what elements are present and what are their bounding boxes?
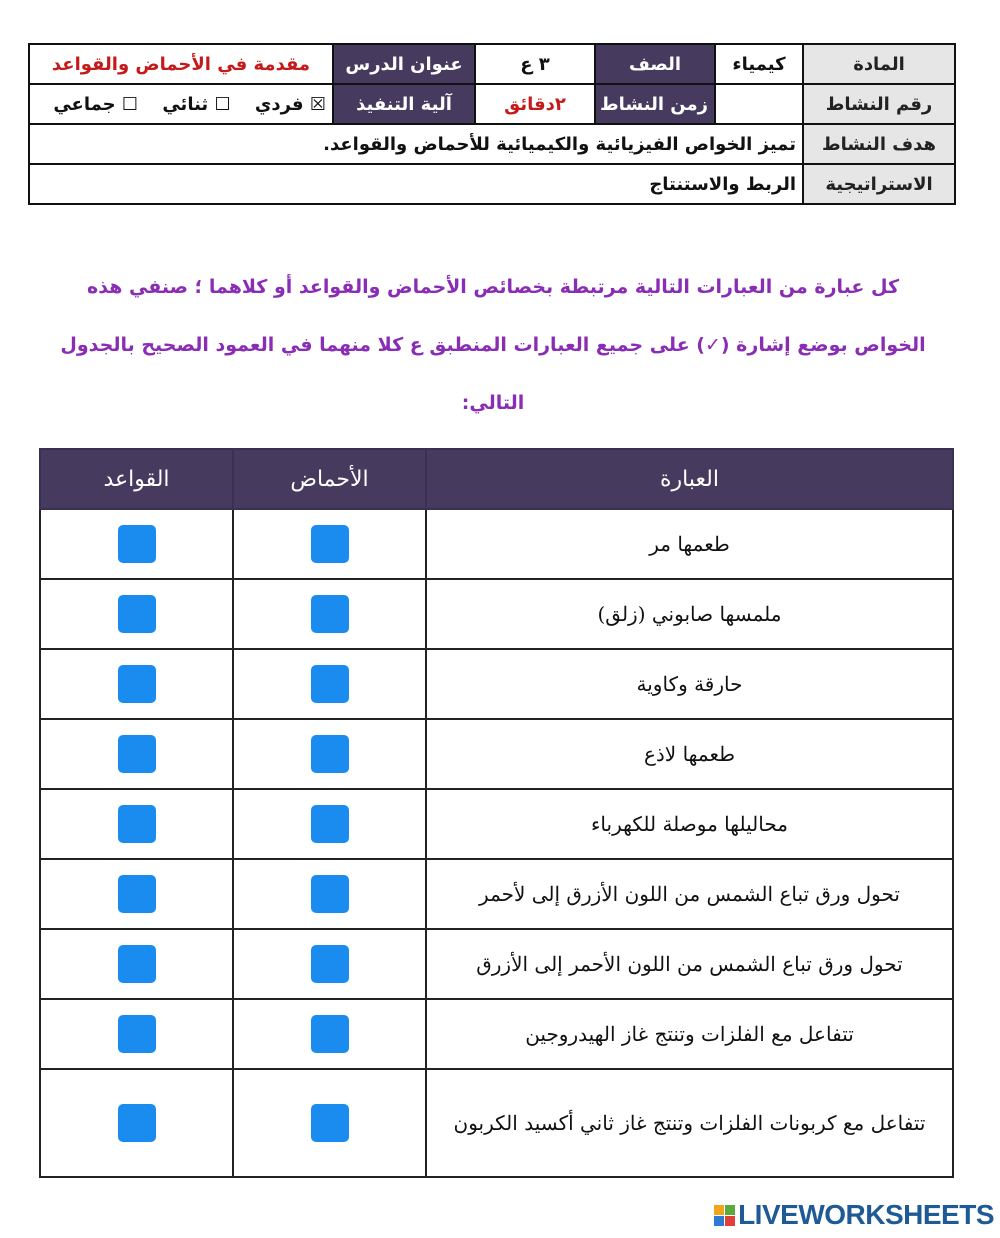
- classification-table: [39, 448, 954, 1178]
- lesson-info-table: [28, 43, 956, 205]
- acid-checkbox[interactable]: [311, 1015, 349, 1053]
- activity-time-label: زمن النشاط: [595, 84, 715, 124]
- base-checkbox[interactable]: [118, 1015, 156, 1053]
- acid-checkbox[interactable]: [311, 665, 349, 703]
- acid-checkbox[interactable]: [311, 735, 349, 773]
- grade-value: ٣ ع: [475, 44, 595, 84]
- strategy-value: الربط والاستنتاج: [29, 164, 803, 204]
- table-row: [40, 649, 953, 719]
- lesson-title-value: مقدمة في الأحماض والقواعد: [29, 44, 333, 84]
- statement-cell: ملمسها صابوني (زلق): [426, 579, 953, 649]
- table-row: [40, 789, 953, 859]
- base-checkbox[interactable]: [118, 945, 156, 983]
- strategy-label: الاستراتيجية: [803, 164, 955, 204]
- statement-cell: طعمها مر: [426, 509, 953, 579]
- acid-checkbox[interactable]: [311, 595, 349, 633]
- subject-label: المادة: [803, 44, 955, 84]
- base-checkbox[interactable]: [118, 735, 156, 773]
- liveworksheets-logo[interactable]: [714, 1199, 994, 1231]
- statement-cell: حارقة وكاوية: [426, 649, 953, 719]
- instructions-line-3: التالي:: [461, 392, 525, 414]
- mode-individual: ☒ فردي: [254, 93, 326, 115]
- goal-value: تميز الخواص الفيزيائية والكيميائية للأحماض والقواعد.: [29, 124, 803, 164]
- table-row: [40, 509, 953, 579]
- grade-label: الصف: [595, 44, 715, 84]
- statement-cell: تتفاعل مع كربونات الفلزات وتنتج غاز ثاني أكسيد الكربون: [426, 1069, 953, 1177]
- column-header-statement: العبارة: [426, 449, 953, 509]
- liveworksheets-logo-text: LIVEWORKSHEETS: [738, 1199, 994, 1230]
- table-row: [40, 929, 953, 999]
- base-checkbox[interactable]: [118, 665, 156, 703]
- acid-checkbox[interactable]: [311, 805, 349, 843]
- execution-label: آلية التنفيذ: [333, 84, 475, 124]
- column-header-bases: القواعد: [40, 449, 233, 509]
- lesson-title-label: عنوان الدرس: [333, 44, 475, 84]
- execution-modes: [29, 84, 333, 124]
- statement-cell: تتفاعل مع الفلزات وتنتج غاز الهيدروجين: [426, 999, 953, 1069]
- instructions: [40, 258, 946, 432]
- instructions-line-2: الخواص بوضع إشارة (✓) على جميع العبارات المنطبق ع كلا منهما في العمود الصحيح بالجدول: [60, 334, 926, 356]
- activity-number-label: رقم النشاط: [803, 84, 955, 124]
- base-checkbox[interactable]: [118, 875, 156, 913]
- acid-checkbox[interactable]: [311, 1104, 349, 1142]
- column-header-acids: الأحماض: [233, 449, 426, 509]
- table-row: [40, 859, 953, 929]
- acid-checkbox[interactable]: [311, 945, 349, 983]
- table-row: [40, 999, 953, 1069]
- base-checkbox[interactable]: [118, 805, 156, 843]
- mode-group: ☐ جماعي: [53, 93, 139, 115]
- table-row: [40, 579, 953, 649]
- instructions-line-1: كل عبارة من العبارات التالية مرتبطة بخصائص الأحماض والقواعد أو كلاهما ؛ صنفي هذه: [87, 276, 899, 298]
- statement-cell: محاليلها موصلة للكهرباء: [426, 789, 953, 859]
- statement-cell: طعمها لاذع: [426, 719, 953, 789]
- base-checkbox[interactable]: [118, 1104, 156, 1142]
- statement-cell: تحول ورق تباع الشمس من اللون الأحمر إلى الأزرق: [426, 929, 953, 999]
- liveworksheets-logo-icon: [714, 1205, 735, 1226]
- statement-cell: تحول ورق تباع الشمس من اللون الأزرق إلى لأحمر: [426, 859, 953, 929]
- table-row: [40, 1069, 953, 1177]
- goal-label: هدف النشاط: [803, 124, 955, 164]
- activity-number-value: [715, 84, 803, 124]
- base-checkbox[interactable]: [118, 525, 156, 563]
- base-checkbox[interactable]: [118, 595, 156, 633]
- activity-time-value: ٢دقائق: [475, 84, 595, 124]
- table-row: [40, 719, 953, 789]
- mode-pair: ☐ ثنائي: [162, 93, 231, 115]
- subject-value: كيمياء: [715, 44, 803, 84]
- acid-checkbox[interactable]: [311, 525, 349, 563]
- acid-checkbox[interactable]: [311, 875, 349, 913]
